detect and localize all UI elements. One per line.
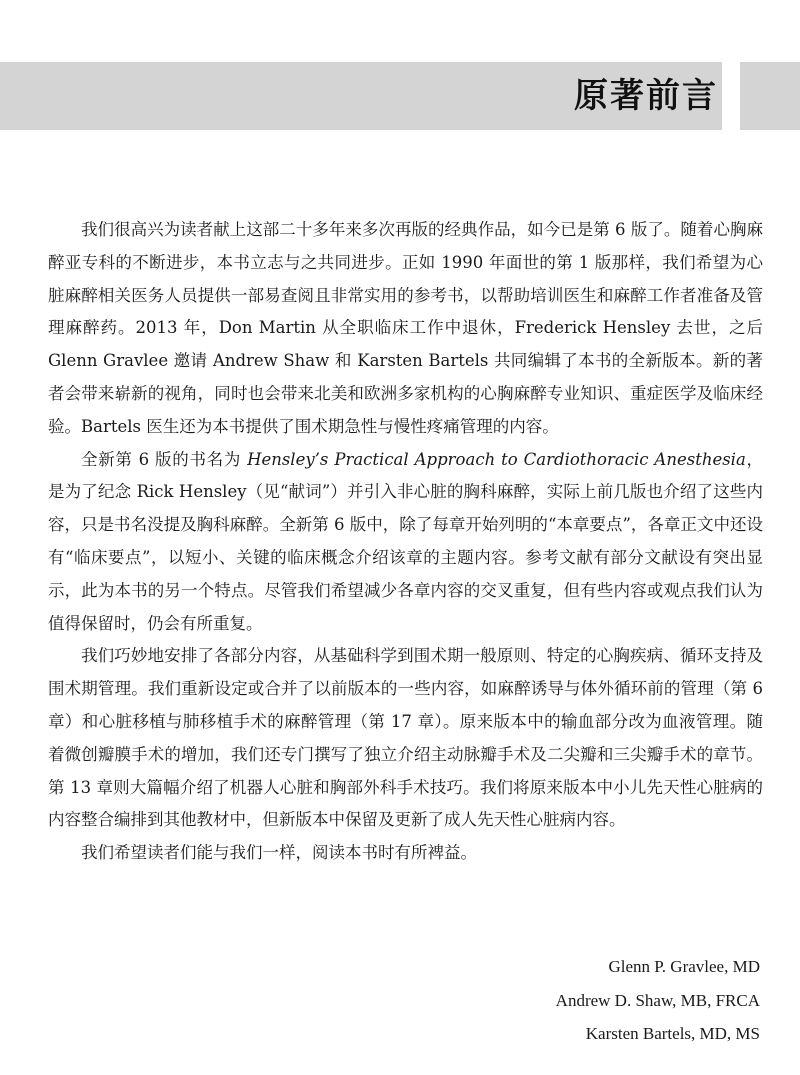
paragraph-4: 我们希望读者们能与我们一样，阅读本书时有所裨益。 xyxy=(81,843,477,863)
signature-block xyxy=(556,950,760,1051)
page-title: 原著前言 xyxy=(574,76,718,116)
header-accent-bar xyxy=(740,62,800,130)
signature-shaw: Andrew D. Shaw, MB, FRCA xyxy=(555,990,760,1010)
preface-body xyxy=(48,214,763,870)
signature-bartels: Karsten Bartels, MD, MS xyxy=(585,1024,760,1043)
paragraph-2-lead: 全新第 6 版的书名为 xyxy=(81,449,248,469)
signature-gravlee: Glenn P. Gravlee, MD xyxy=(608,957,760,976)
paragraph-3: 我们巧妙地安排了各部分内容，从基础科学到围术期一般原则、特定的心胸疾病、循环支持及围术期管理。我们重新设定或合并了以前版本的一些内容，如麻醉诱导与体外循环前的管理（第 6 章）和心脏移植与肺移植手术的麻醉管理（第 17 章）。原来版本中的输血部分改为血液管理。随着微创瓣膜手术的增加，我们还专门撰写了独立介绍主动脉瓣手术及二尖瓣和三尖瓣手术的章节。第 13 章则大篇幅介绍了机器人心脏和胸部外科手术技巧。我们将原来版本中小儿先天性心脏病的内容整合编排到其他教材中，但新版本中保留及更新了成人先天性心脏病内容。 xyxy=(48,646,763,830)
paragraph-2 xyxy=(48,444,763,641)
paragraph-2-rest: ，是为了纪念 Rick Hensley（见“献词”）并引入非心脏的胸科麻醉，实际上前几版也介绍了这些内容，只是书名没提及胸科麻醉。全新第 6 版中，除了每章开始列明的“本章要点”，各章正文中还设有“临床要点”，以短小、关键的临床概念介绍该章的主题内容。参考文献有部分文献设有突出显示，此为本书的另一个特点。尽管我们希望减少各章内容的交叉重复，但有些内容或观点我们认为值得保留时，仍会有所重复。 xyxy=(48,449,764,633)
paragraph-1: 我们很高兴为读者献上这部二十多年来多次再版的经典作品，如今已是第 6 版了。随着心胸麻醉亚专科的不断进步，本书立志与之共同进步。正如 1990 年面世的第 1 版那样，我们希望为心脏麻醉相关医务人员提供一部易查阅且非常实用的参考书，以帮助培训医生和麻醉工作者准备及管理麻醉药。2013 年，Don Martin 从全职临床工作中退休，Frederick Hensley 去世，之后 Glenn Gravlee 邀请 Andrew Shaw 和 Karsten Bartels 共同编辑了本书的全新版本。新的著者会带来崭新的视角，同时也会带来北美和欧洲多家机构的心胸麻醉专业知识、重症医学及临床经验。Bartels 医生还为本书提供了围术期急性与慢性疼痛管理的内容。 xyxy=(48,220,763,436)
book-title-italic: Hensley’s Practical Approach to Cardiothoracic Anesthesia xyxy=(247,449,746,469)
